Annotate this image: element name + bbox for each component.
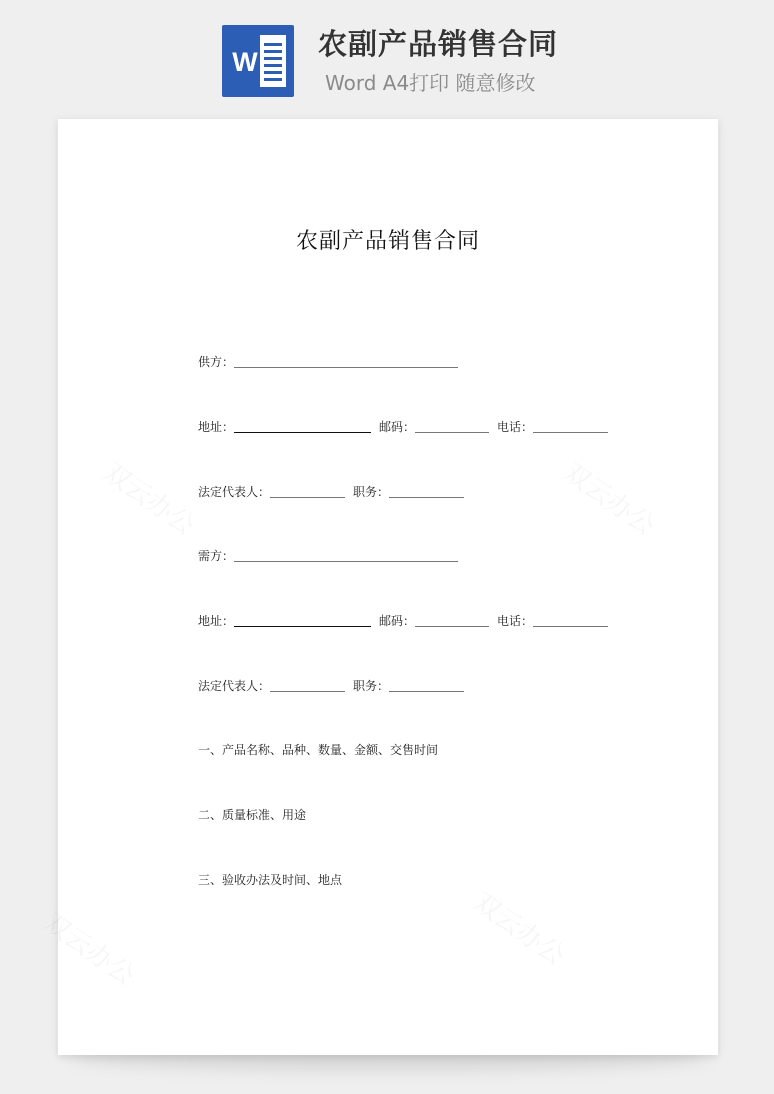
buyer-legal-rep-label: 法定代表人：: [198, 679, 271, 693]
section-heading: 一、产品名称、品种、数量、金额、交售时间: [198, 743, 439, 757]
supplier-legal-rep-label: 法定代表人：: [198, 485, 271, 499]
supplier-address-field[interactable]: [234, 417, 371, 433]
buyer-field[interactable]: [234, 546, 458, 562]
supplier-position-field[interactable]: [389, 482, 464, 498]
document-title: 农副产品销售合同: [295, 229, 480, 254]
supplier-postcode-field[interactable]: [415, 417, 489, 433]
buyer-postcode-label: 邮码：: [379, 614, 416, 628]
supplier-label: 供方：: [198, 355, 235, 369]
buyer-line: [198, 546, 458, 566]
supplier-legal-rep-field[interactable]: [270, 482, 345, 498]
header-title: 农副产品销售合同: [318, 27, 559, 61]
buyer-address-label: 地址：: [198, 614, 235, 628]
supplier-field[interactable]: [234, 352, 458, 368]
document-page: [58, 119, 718, 1055]
header-subtitle: Word A4打印 随意修改: [325, 71, 536, 95]
buyer-contact-line: [198, 611, 608, 631]
buyer-phone-label: 电话：: [497, 614, 534, 628]
buyer-position-field[interactable]: [389, 676, 464, 692]
buyer-phone-field[interactable]: [533, 611, 608, 627]
document-lines-icon: [260, 35, 286, 87]
watermark: [557, 453, 663, 543]
buyer-address-field[interactable]: [234, 611, 371, 627]
word-icon: [222, 25, 294, 97]
supplier-phone-label: 电话：: [497, 420, 534, 434]
buyer-legal-rep-field[interactable]: [270, 676, 345, 692]
section-heading: 三、验收办法及时间、地点: [198, 873, 343, 887]
supplier-position-label: 职务：: [353, 485, 390, 499]
buyer-position-label: 职务：: [353, 679, 390, 693]
supplier-line: [198, 352, 458, 372]
buyer-label: 需方：: [198, 549, 235, 563]
header: [0, 0, 774, 110]
word-letter: W: [232, 47, 258, 77]
supplier-rep-line: [198, 482, 464, 502]
section-heading: 二、质量标准、用途: [198, 808, 307, 822]
supplier-contact-line: [198, 417, 608, 437]
watermark: [467, 883, 573, 973]
supplier-address-label: 地址：: [198, 420, 235, 434]
supplier-phone-field[interactable]: [533, 417, 608, 433]
watermark: [97, 453, 203, 543]
supplier-postcode-label: 邮码：: [379, 420, 416, 434]
buyer-rep-line: [198, 676, 464, 696]
buyer-postcode-field[interactable]: [415, 611, 489, 627]
watermark: [37, 903, 143, 993]
